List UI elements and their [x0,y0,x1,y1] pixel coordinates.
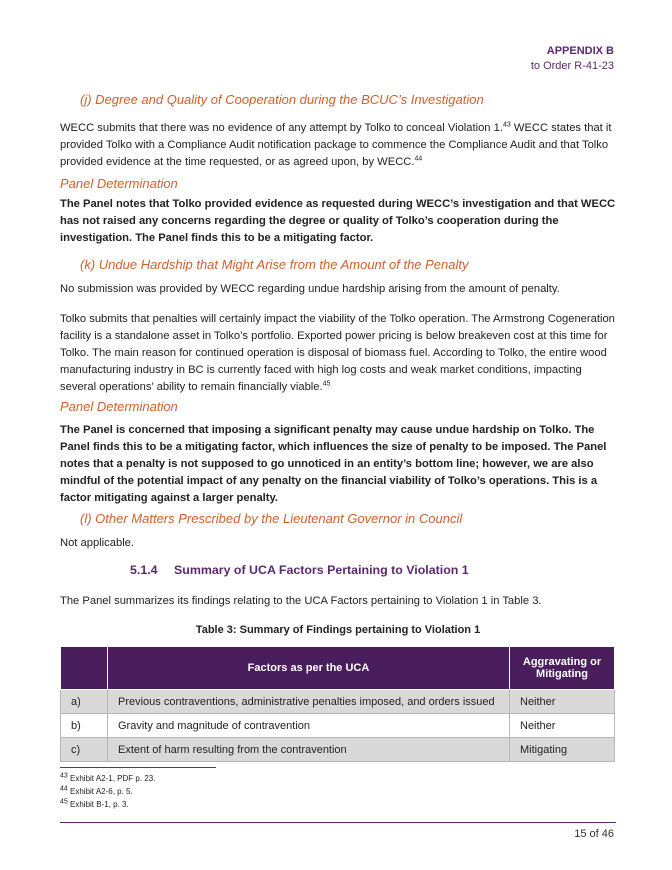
table-header-row [61,647,615,690]
table-header-factors: Factors as per the UCA [108,647,510,690]
section-j-paragraph [60,120,616,171]
section-l-heading: (l) Other Matters Prescribed by the Lieutenant Governor in Council [80,511,463,526]
table-row [61,738,615,762]
footnote-text: Exhibit B-1, p. 3. [67,800,129,809]
appendix-label: APPENDIX B [546,45,614,57]
row-finding: Neither [510,714,615,738]
section-j-text-b: WECC states that it provided Tolko with a Compliance Audit notification package to commence the Compliance Audit and that Tolko provided evidence at the time requested, or as agreed upon, by WECC. [60,122,612,168]
section-5-1-4-intro: The Panel summarizes its findings relating to the UCA Factors pertaining to Violation 1 in Table 3. [60,595,542,607]
findings-table [60,646,615,762]
footnote-ref-45[interactable]: 45 [322,380,331,388]
section-k-paragraph-1: No submission was provided by WECC regarding undue hardship arising from the amount of penalty. [60,283,560,295]
footnote-ref-43[interactable]: 43 [502,121,511,129]
section-5-1-4-heading [130,563,469,577]
table-row [61,714,615,738]
section-number: 5.1.4 [130,563,158,577]
section-l-text: Not applicable. [60,537,135,549]
table-row [61,690,615,714]
table-header-aggravating: Aggravating or Mitigating [510,647,615,690]
panel-determination-text-1: The Panel notes that Tolko provided evidence as requested during WECC’s investigation and that WECC has not raised any concerns regarding the degree or quality of Tolko’s cooperation during the investigation. The Panel finds this to be a mitigating factor. [60,198,616,244]
panel-determination-text-2: The Panel is concerned that imposing a significant penalty may cause undue hardship on Tolko. The Panel finds this to be a mitigating factor, which influences the size of penalty to be imposed. The Panel notes that a penalty is not supposed to go unnoticed in an entity’s bottom line; however, we are also mindful of the potential impact of any penalty on the financial viability of Tolko’s operations. This is a factor mitigating against a larger penalty. [60,424,607,504]
row-factor: Gravity and magnitude of contravention [108,714,510,738]
table-title: Table 3: Summary of Findings pertaining to Violation 1 [195,624,481,636]
footnote-number: 44 [60,785,68,793]
section-k-heading: (k) Undue Hardship that Might Arise from the Amount of the Penalty [80,257,469,272]
row-factor: Extent of harm resulting from the contravention [108,738,510,762]
section-j-heading: (j) Degree and Quality of Cooperation during the BCUC’s Investigation [80,92,484,107]
table-header-index [61,647,108,690]
panel-determination-heading-2: Panel Determination [60,399,178,414]
order-reference: to Order R-41-23 [530,60,614,72]
row-finding: Mitigating [510,738,615,762]
row-label: b) [61,714,108,738]
panel-determination-heading-1: Panel Determination [60,176,178,191]
footnote-number: 43 [60,772,68,780]
section-title: Summary of UCA Factors Pertaining to Violation 1 [174,563,469,577]
footer-divider [60,822,616,823]
row-finding: Neither [510,690,615,714]
footnote-text: Exhibit A2-1, PDF p. 23. [67,774,156,783]
footnote-text: Exhibit A2-6, p. 5. [67,787,133,796]
footnote-44 [60,786,133,797]
footnote-43 [60,773,155,784]
row-factor: Previous contraventions, administrative penalties imposed, and orders issued [108,690,510,714]
section-j-text-a: WECC submits that there was no evidence of any attempt by Tolko to conceal Violation 1. [60,122,503,134]
row-label: c) [61,738,108,762]
row-label: a) [61,690,108,714]
footnote-number: 45 [60,798,68,806]
page-number: 15 of 46 [574,828,614,840]
footnote-ref-44[interactable]: 44 [414,155,423,163]
section-k-text: Tolko submits that penalties will certainly impact the viability of the Tolko operation. The Armstrong Cogeneration facility is a standalone asset in Tolko’s portfolio. Exported power pricing is below breakeven cost at this time for Tolko. The main reason for continued operation is disposal of biomass fuel. According to Tolko, the entire wood manufacturing industry in BC is currently faced with high log costs and weak market conditions, impacting several operations’ ability to remain financially viable. [60,313,615,393]
footnote-divider [60,767,216,768]
section-k-paragraph-2 [60,311,616,396]
footnote-45 [60,799,129,810]
